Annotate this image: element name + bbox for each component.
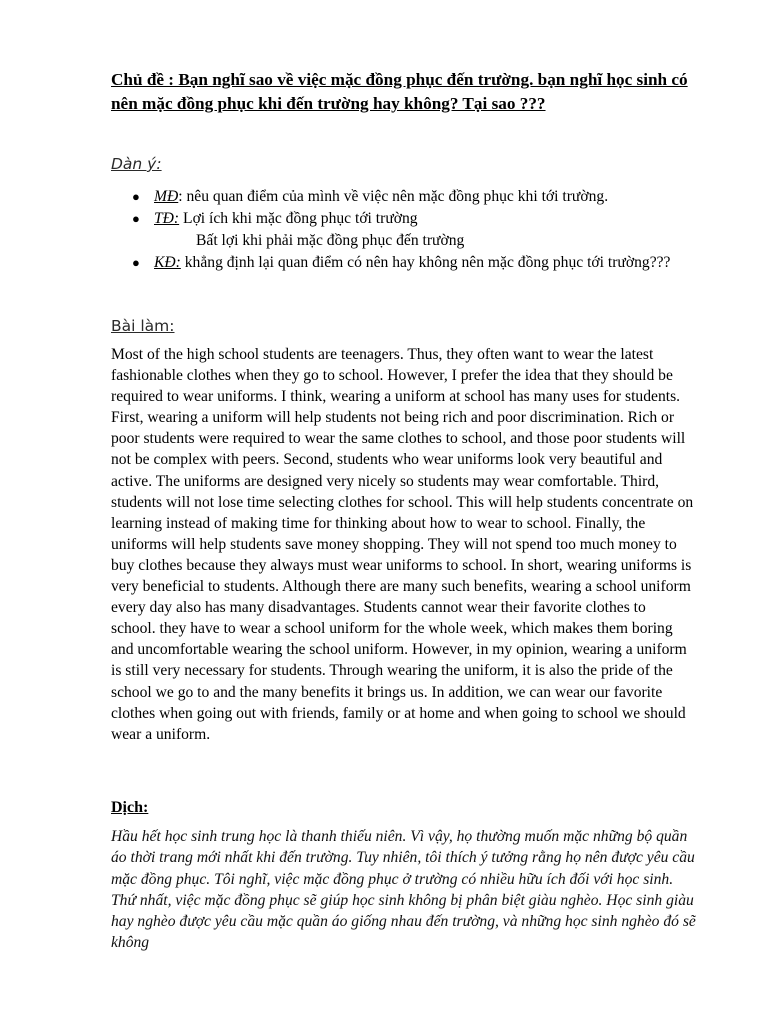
bullet-icon: ● [132,255,140,270]
outline-item-td [128,208,728,252]
bullet-icon: ● [132,189,140,204]
translation-heading: Dịch: [111,799,149,816]
outline-text: Lợi ích khi mặc đồng phục tới trường [179,210,418,227]
outline-text: : nêu quan điểm của mình về việc nên mặc đồng phục khi tới trường. [178,188,609,205]
outline-key: KĐ: [154,254,181,271]
outline-item-md [128,186,728,208]
outline-item-kd [128,252,728,274]
essay-heading: Bài làm: [111,317,175,335]
outline-subtext: Bất lợi khi phải mặc đồng phục đến trường [196,232,465,249]
outline-key: MĐ [154,188,179,205]
outline-list [128,186,728,274]
bullet-icon: ● [132,211,140,226]
outline-text: khẳng định lại quan điểm có nên hay không nên mặc đồng phục tới trường??? [180,254,671,271]
outline-heading: Dàn ý: [111,155,162,173]
outline-key: TĐ: [154,210,180,227]
translation-body: Hầu hết học sinh trung học là thanh thiếu niên. Vì vậy, họ thường muốn mặc những bộ quần áo thời trang mới nhất khi đến trường. Tuy nhiên, tôi thích ý tưởng rằng họ nên được yêu cầu mặc đồng phục. Tôi nghĩ, việc mặc đồng phục ở trường có nhiều hữu ích đối với học sinh. Thứ nhất, việc mặc đồng phục sẽ giúp học sinh không bị phân biệt giàu nghèo. Học sinh giàu hay nghèo được yêu cầu mặc quần áo giống nhau đến trường, và những học sinh nghèo đó sẽ không [111,828,696,952]
essay-body: Most of the high school students are teenagers. Thus, they often want to wear the latest fashionable clothes when they go to school. However, I prefer the idea that they should be required to wear uniforms. I think, wearing a uniform at school has many uses for students. First, wearing a uniform will help students not being rich and poor discrimination. Rich or poor students were required to wear the same clothes to school, and those poor students will not be complex with peers. Second, students who wear uniforms look very beautiful and active. The uniforms are designed very nicely so students may wear comfortable. Third, students will not lose time selecting clothes for school. This will help students concentrate on learning instead of making time for thinking about how to wear to school. Finally, the uniforms will help students save money shopping. They will not spend too much money to buy clothes because they always must wear uniforms to school. In short, wearing uniforms is very beneficial to students. Although there are many such benefits, wearing a school uniform every day also has many disadvantages. Students cannot wear their favorite clothes to school. they have to wear a school uniform for the whole week, which makes them boring and uncomfortable wearing the school uniform. However, in my opinion, wearing a uniform is still very necessary for students. Through wearing the uniform, it is also the pride of the school we go to and the many benefits it brings us. In addition, we can wear our favorite clothes when going out with friends, family or at home and when going to school we should wear a uniform. [111,346,694,743]
document-title: Chủ đề : Bạn nghĩ sao về việc mặc đồng phục đến trường. bạn nghĩ học sinh có nên mặc đồng phục khi đến trường hay không? Tại sao ??? [111,70,688,113]
